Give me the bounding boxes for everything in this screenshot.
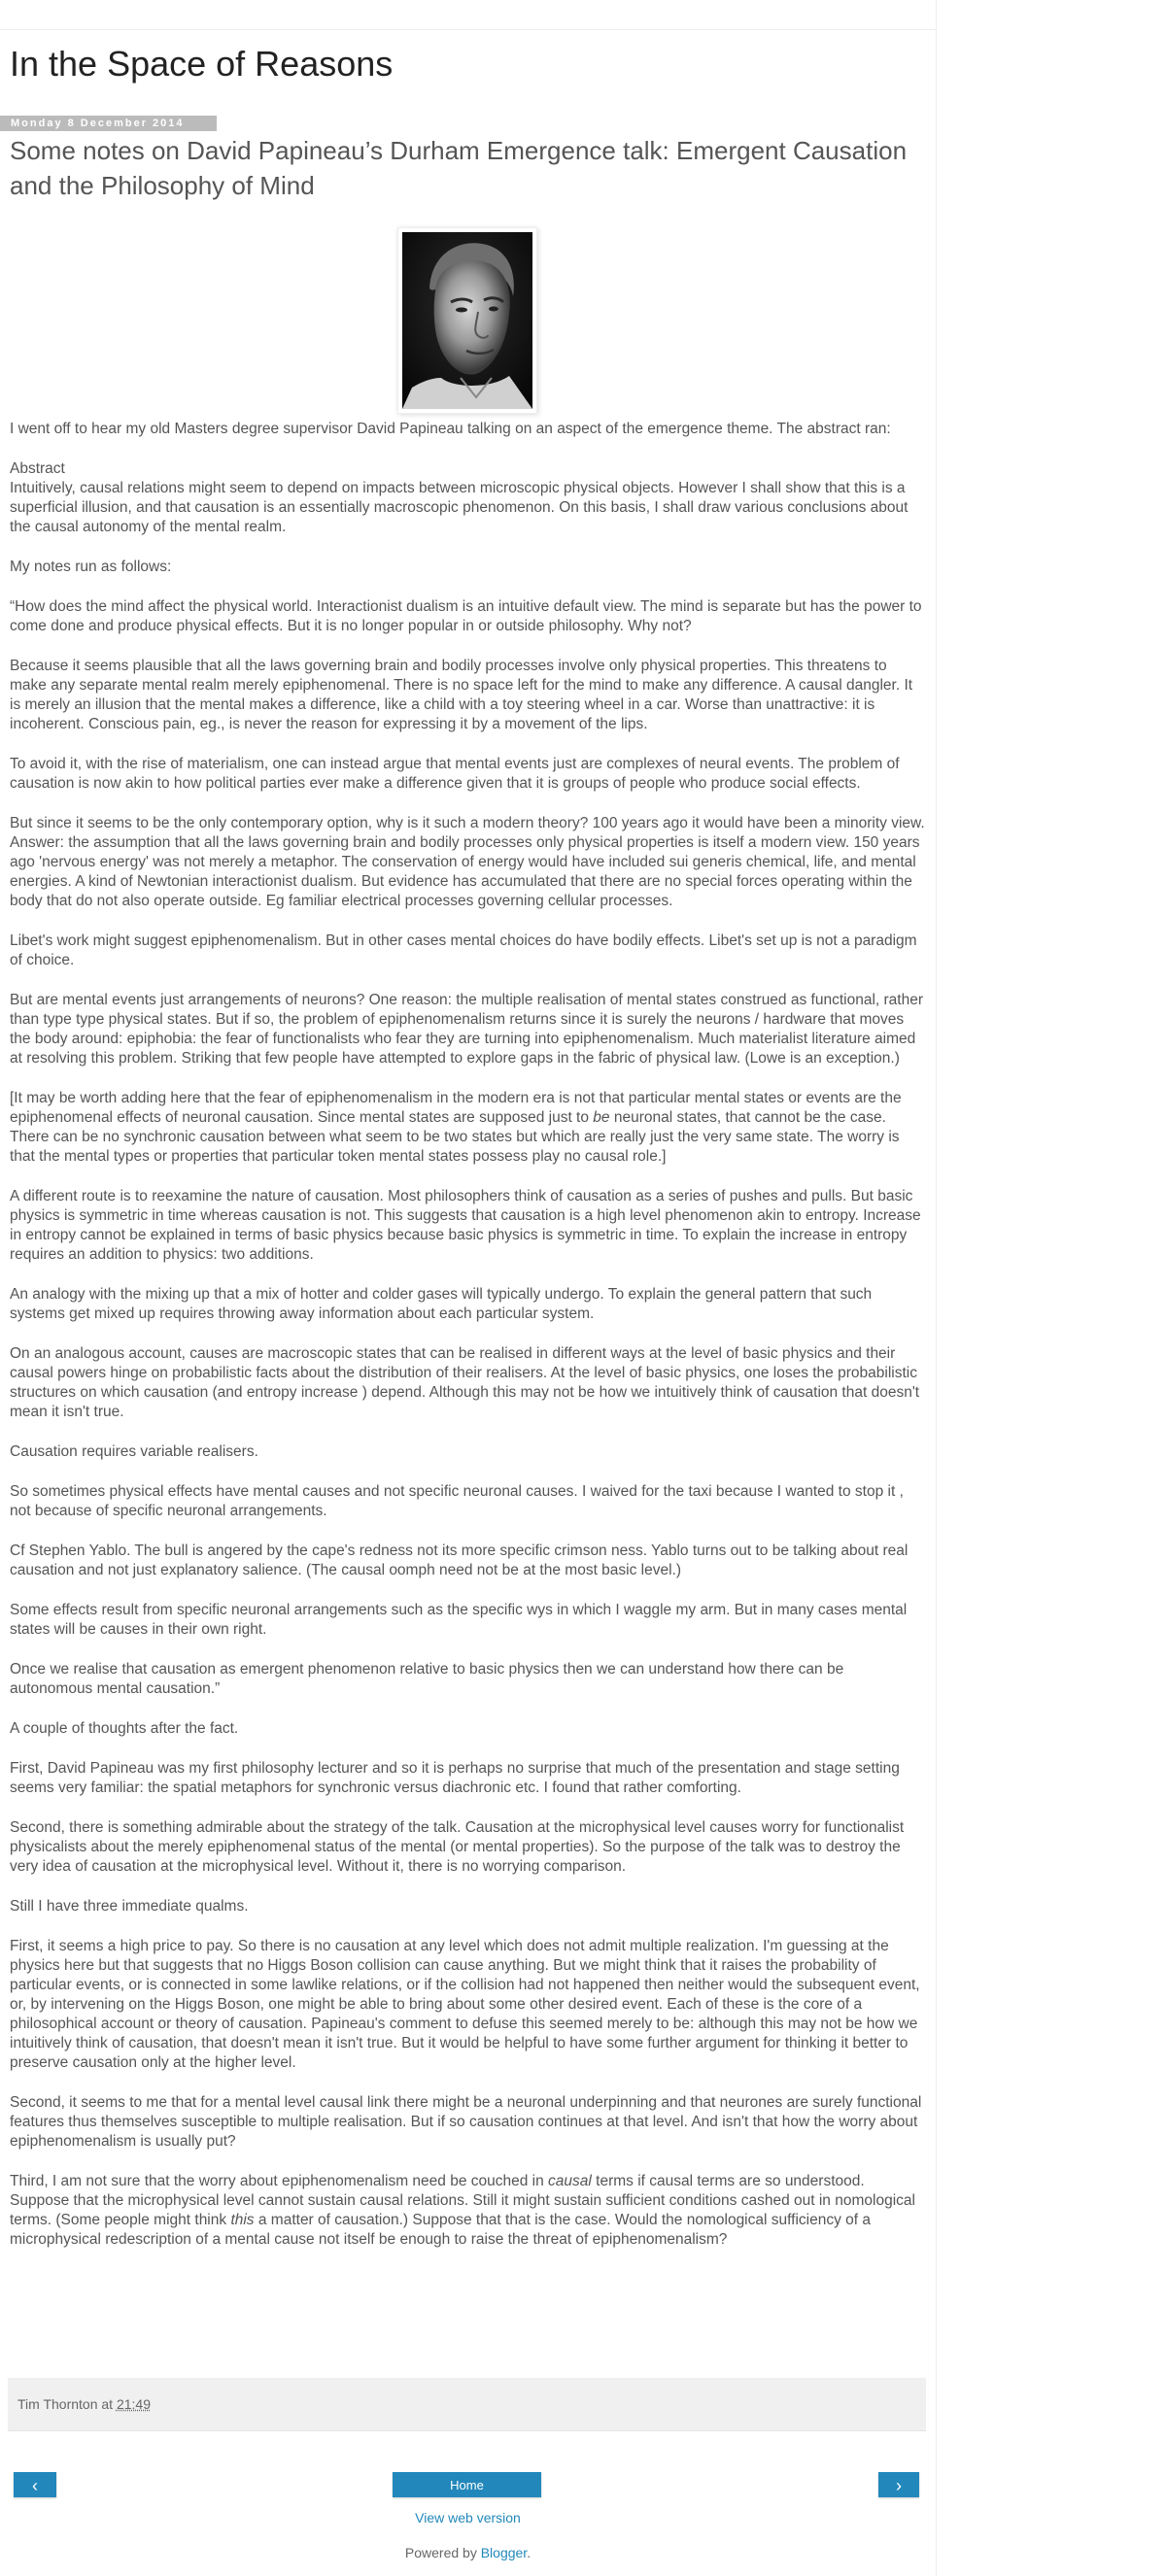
text-run: neuronal states, that cannot be the case. There can be no synchronic causation between what seem to be two states but which are really just the very same state. The worry is that the mental types or properties that particular token mental states possess play no causal role.] — [10, 1109, 900, 1165]
paragraph: Second, there is something admirable about the strategy of the talk. Causation at the microphysical level causes worry for functionalist physicalists about the merely epiphenomenal status of the mental (or mental properties). So the purpose of the talk was to destroy the very idea of causation at the microphysical level. Without it, there is no worrying comparison. — [10, 1819, 905, 1875]
home-button[interactable]: Home — [393, 2472, 541, 2497]
powered-by — [0, 2545, 936, 2560]
abstract-heading: Abstract — [10, 460, 65, 477]
newer-post-button[interactable]: ‹ — [14, 2472, 56, 2497]
post-body — [10, 420, 927, 2270]
paragraph — [10, 1089, 927, 1167]
emphasis: this — [230, 2212, 255, 2228]
view-web-version-link[interactable]: View web version — [415, 2510, 521, 2525]
powered-by-label: Powered by — [404, 2545, 477, 2560]
paragraph: A couple of thoughts after the fact. — [10, 1720, 239, 1737]
paragraph: A different route is to reexamine the nature of causation. Most philosophers think of causation as a series of pushes and pulls. But basic physics is symmetric in time whereas causation is not. This suggests that causation is a high level phenomenon akin to entropy. Increase in entropy cannot be explained in terms of basic physics because basic physics is symmetric in time. To explain the increase in entropy requires an addition to physics: two additions. — [10, 1188, 921, 1263]
paragraph: On an analogous account, causes are macroscopic states that can be realised in different ways at the level of basic physics and their causal powers hinge on probabilistic facts about the distribution of their realisers. At the level of basic physics, one loses the probabilistic structures on which causation (and entropy increase ) depend. Although this may not be how we intuitively think of causation that doesn't mean it isn't true. — [10, 1345, 920, 1420]
header-divider — [0, 29, 936, 30]
emphasis: be — [593, 1109, 610, 1126]
author-name[interactable]: Tim Thornton — [17, 2396, 98, 2412]
paragraph: But are mental events just arrangements of neurons? One reason: the multiple realisation of mental states construed as functional, rather than type type physical states. But if so, the problem of epiphenomenalism returns since it is surely the neurons / hardware that moves the body around: epiphobia: the fear of functionalists who fear they are turning into epiphenomenalism. Much materialist literature aimed at resolving this problem. Striking that few people have attempted to explore gaps in the fabric of physical law. (Lowe is an exception.) — [10, 992, 923, 1067]
paragraph: Libet's work might suggest epiphenomenalism. But in other cases mental choices do have bodily effects. Libet's set up is not a paradigm of choice. — [10, 932, 917, 968]
text-run: [It may be worth adding here that the fear of epiphenomenalism in the modern era is not that particular mental states or events are the epiphenomenal effects of neuronal causation. Since mental states are supposed just to — [10, 1090, 902, 1126]
author-photo[interactable] — [397, 227, 537, 414]
older-post-button[interactable]: › — [878, 2472, 919, 2497]
at-label: at — [101, 2396, 114, 2412]
post-footer — [8, 2378, 926, 2431]
paragraph: To avoid it, with the rise of materialism, one can instead argue that mental events just are complexes of neural events. The problem of causation is now akin to how political parties ever make a difference given that it is groups of people who produce social effects. — [10, 756, 900, 792]
blog-title[interactable]: In the Space of Reasons — [10, 44, 394, 84]
abstract-text: Intuitively, causal relations might seem to depend on impacts between microscopic physical objects. However I shall show that this is a superficial illusion, and that causation is an essentially macroscopic phenomenon. On this basis, I shall draw various conclusions about the causal autonomy of the mental realm. — [10, 480, 909, 535]
paragraph: Causation requires variable realisers. — [10, 1443, 258, 1460]
paragraph: First, David Papineau was my first philosophy lecturer and so it is perhaps no surprise that much of the presentation and stage setting seems very familiar: the spatial metaphors for synchronic versus diachronic etc. I found that rather comforting. — [10, 1760, 900, 1796]
date-header: Monday 8 December 2014 — [0, 116, 217, 131]
paragraph: Once we realise that causation as emergent phenomenon relative to basic physics then we can understand how there can be autonomous mental causation.” — [10, 1661, 844, 1697]
paragraph: First, it seems a high price to pay. So there is no causation at any level which does not admit multiple realization. I'm guessing at the physics here but that suggests that no Higgs Boson collision can cause anything. But we might think that it raises the probability of particular events, or is connected in some lawlike relations, or if the collision had not happened then neither would the subsequent event, or, by intervening on the Higgs Boson, one might be able to bring about some other desired event. Each of these is the core of a philosophical account or theory of causation. Papineau's comment to defuse this seemed merely to be: although this may not be how we intuitively think of causation, that doesn't mean it isn't true. But it would be helpful to have some further argument for thinking it better to preserve causation only at the higher level. — [10, 1938, 920, 2071]
text-run: terms if causal terms are so understood. Suppose that the microphysical level cannot sustain causal relations. Still it might sustain sufficient conditions cashed out in nomological terms. (Some people might think — [10, 2173, 915, 2228]
paragraph: Some effects result from specific neuronal arrangements such as the specific wys in which I waggle my arm. But in many cases mental states will be causes in their own right. — [10, 1602, 908, 1638]
text-run: Third, I am not sure that the worry about epiphenomenalism need be couched in — [10, 2173, 549, 2189]
paragraph: So sometimes physical effects have mental causes and not specific neuronal causes. I waived for the taxi because I wanted to stop it , not because of specific neuronal arrangements. — [10, 1483, 904, 1519]
text-run: a matter of causation.) Suppose that that is the case. Would the nomological sufficiency of a microphysical redescription of a mental cause not itself be enough to raise the threat of epiphenomenalism? — [10, 2212, 871, 2248]
paragraph — [10, 2172, 927, 2250]
intro-paragraph: I went off to hear my old Masters degree supervisor David Papineau talking on an aspect of the emergence theme. The abstract ran: — [10, 421, 891, 437]
notes-intro: My notes run as follows: — [10, 559, 172, 575]
portrait-image — [402, 232, 532, 409]
paragraph: Because it seems plausible that all the laws governing brain and bodily processes involve only physical properties. This threatens to make any separate mental realm merely epiphenomenal. There is no space left for the mind to make any difference. A causal dangler. It is merely an illusion that the mental makes a difference, like a child with a toy steering wheel in a car. Worse than unattractive: it is incoherent. Conscious pain, eg., is never the reason for expressing it by a movement of the lips. — [10, 658, 913, 732]
paragraph: An analogy with the mixing up that a mix of hotter and colder gases will typically undergo. To explain the general pattern that such systems get mixed up requires throwing away information about each particular system. — [10, 1286, 873, 1322]
paragraph: Second, it seems to me that for a mental level causal link there might be a neuronal underpinning and that neurones are surely functional features thus themselves susceptible to multiple realisation. But if so causation continues at that level. And isn't that how the worry about epiphenomenalism is usually put? — [10, 2094, 922, 2150]
emphasis: causal — [548, 2173, 592, 2189]
blogger-link[interactable]: Blogger — [480, 2545, 528, 2560]
paragraph: Still I have three immediate qualms. — [10, 1898, 249, 1915]
post-timestamp-link[interactable]: 21:49 — [116, 2396, 151, 2412]
paragraph: Cf Stephen Yablo. The bull is angered by the cape's redness not its more specific crimson ness. Yablo turns out to be talking about real causation and not just explanatory salience. (The causal oomph need not be at the most basic level.) — [10, 1542, 909, 1578]
period: . — [527, 2545, 532, 2560]
paragraph: But since it seems to be the only contemporary option, why is it such a modern theory? 100 years ago it would have been a minority view. Answer: the assumption that all the laws governing brain and bodily processes only physical properties is itself a modern view. 150 years ago 'nervous energy' was not merely a metaphor. The conservation of energy would have included sui generis chemical, life, and mental energies. A kind of Newtonian interactionist dualism. But evidence has accumulated that there are no special forces operating within the body that do not also operate outside. Eg familiar electrical processes governing cellular processes. — [10, 815, 925, 909]
post-title: Some notes on David Papineau’s Durham Emergence talk: Emergent Causation and the Philosophy of Mind — [10, 136, 908, 200]
paragraph: “How does the mind affect the physical world. Interactionist dualism is an intuitive default view. The mind is separate but has the power to come done and produce physical effects. But it is no longer popular in or outside philosophy. Why not? — [10, 598, 922, 634]
